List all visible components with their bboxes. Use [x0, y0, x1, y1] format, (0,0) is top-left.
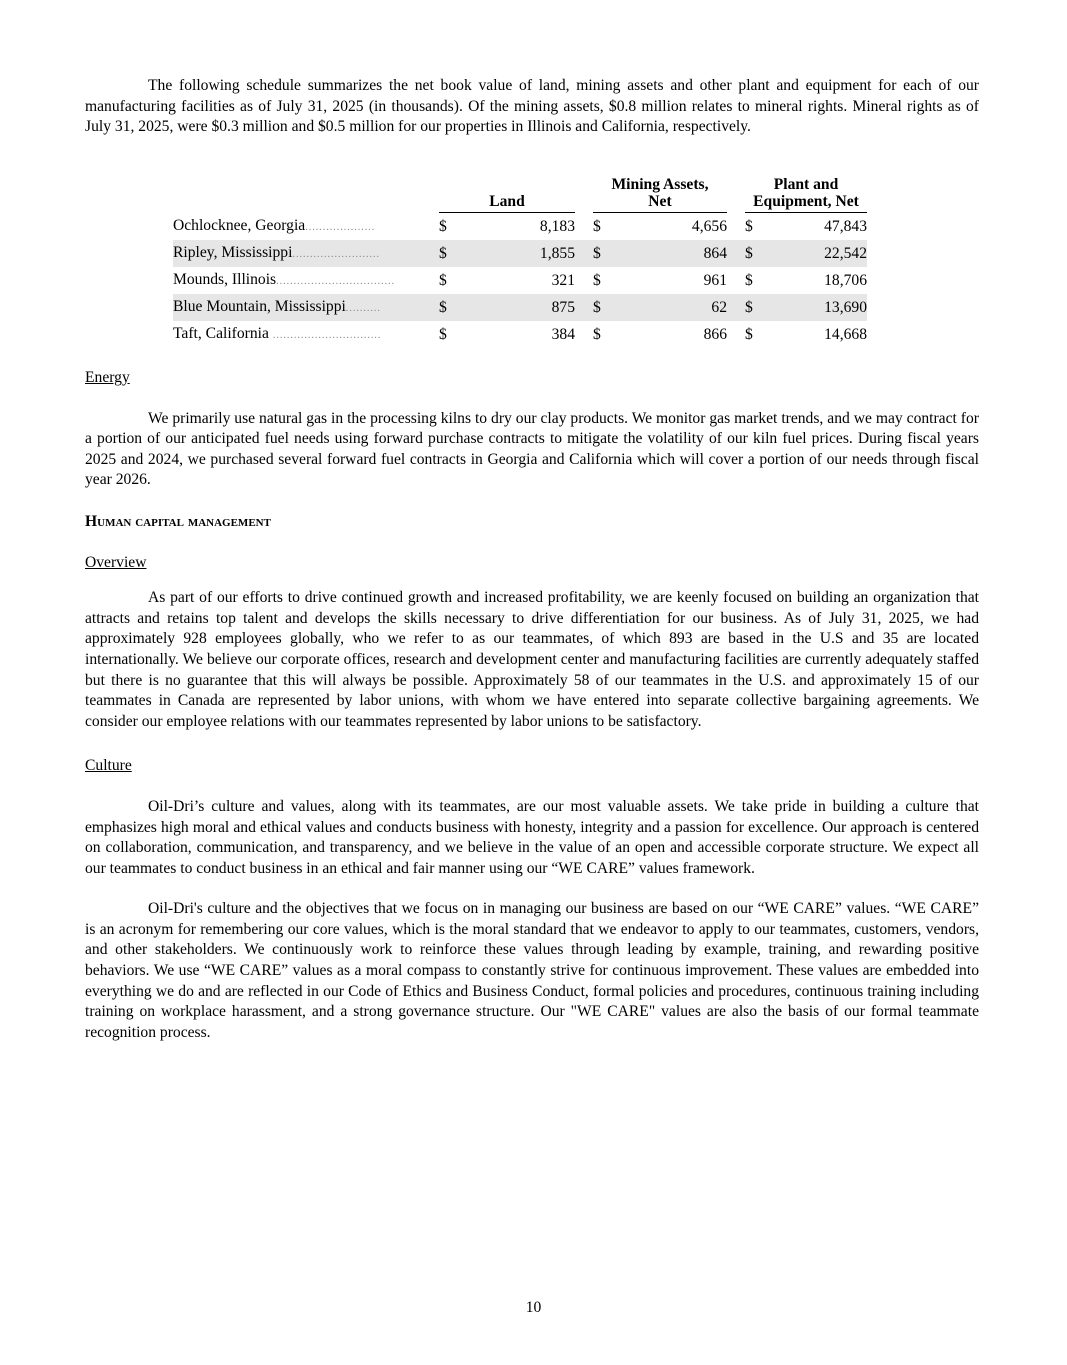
currency-symbol: $ [439, 325, 447, 343]
cell-mining: 62 [615, 294, 727, 321]
header-land: Land [439, 176, 575, 213]
cell-mining: 4,656 [691, 217, 727, 235]
cell-plant: 22,542 [767, 240, 867, 267]
currency-symbol: $ [745, 217, 753, 235]
culture-paragraph-2: Oil-Dri's culture and the objectives that we focus on in managing our business are based on our “WE CARE” values. “WE CARE” is an acronym for remembering our core values, which is the moral standard that we endeavor to apply to our teammates, customers, vendors, and other stakeholders. We continuously work to reinforce these values through leading by example, training, and rewarding positive behaviors. We use “WE CARE” values as a moral compass to constantly strive for continuous improvement. These values are embedded into everything we do and are reflected in our Code of Ethics and Business Conduct, formal policies and procedures, continuous training including training on workplace harassment, and a strong governance structure. Our "WE CARE" values are also the basis of our formal teammate recognition process. [85, 900, 979, 1041]
row-location: Ripley, Mississippi......................... [173, 240, 421, 267]
row-location: Blue Mountain, Mississippi.......... [173, 294, 421, 321]
page-number: 10 [525, 1299, 542, 1316]
facility-asset-schedule-table [173, 176, 867, 348]
overview-paragraph: As part of our efforts to drive continued growth and increased profitability, we are keenly focused on building an organization that attracts and retains top talent and develops the skills necessary to drive differentiation for our business. As of July 31, 2025, we had approximately 928 employees globally, who we refer to as our teammates, of which 893 are based in the U.S and 35 are located internationally. We believe our corporate offices, research and development center and manufacturing facilities are currently adequately staffed but there is no guarantee that this will always be possible. Approximately 58 of our teammates in the U.S. and approximately 15 of our teammates in Canada are represented by labor unions, with whom we have entered into separate collective bargaining agreements. We consider our employee relations with our teammates represented by labor unions to be satisfactory. [85, 589, 979, 730]
cell-land: 321 [551, 271, 575, 289]
currency-symbol: $ [439, 271, 447, 289]
cell-mining: 961 [703, 271, 727, 289]
currency-symbol: $ [593, 240, 615, 267]
cell-plant: 14,668 [824, 325, 867, 343]
cell-land: 8,183 [539, 217, 575, 235]
table-row [173, 321, 867, 348]
row-location: Ochlocknee, Georgia.................... [173, 216, 376, 234]
currency-symbol: $ [593, 325, 601, 343]
header-plant-equipment: Plant and Equipment, Net [745, 176, 867, 213]
cell-mining: 864 [615, 240, 727, 267]
currency-symbol: $ [439, 240, 461, 267]
cell-land: 875 [461, 294, 575, 321]
cell-land: 384 [551, 325, 575, 343]
energy-paragraph: We primarily use natural gas in the processing kilns to dry our clay products. We monitor gas market trends, and we may contract for a portion of our anticipated fuel needs using forward purchase contracts to mitigate the volatility of our kiln fuel prices. During fiscal years 2025 and 2024, we purchased several forward fuel contracts in Georgia and California which will cover a portion of our needs through fiscal year 2026. [85, 409, 979, 489]
currency-symbol: $ [439, 217, 447, 235]
table-row [173, 294, 867, 321]
row-location: Taft, California ............................... [173, 324, 382, 342]
row-location: Mounds, Illinois.................................. [173, 270, 396, 288]
document-page [85, 76, 979, 1041]
cell-plant: 47,843 [824, 217, 867, 235]
body-sections [85, 368, 979, 1043]
culture-paragraph-1: Oil-Dri’s culture and values, along with its teammates, are our most valuable assets. We take pride in building a culture that emphasizes high moral and ethical values and conducts business with honesty, integrity and a passion for excellence. Our approach is centered on collaboration, communication, and transparency, and we believe in the value of an open and accessible corporate structure. We expect all our teammates to conduct business in an ethical and fair manner using our “WE CARE” values framework. [85, 797, 979, 877]
overview-heading: Overview [85, 553, 147, 571]
human-capital-heading: Human capital management [85, 512, 271, 530]
cell-mining: 866 [703, 325, 727, 343]
currency-symbol: $ [593, 217, 601, 235]
cell-plant: 18,706 [824, 271, 867, 289]
table-row [173, 213, 867, 240]
currency-symbol: $ [593, 294, 615, 321]
currency-symbol: $ [745, 240, 767, 267]
table-row [173, 240, 867, 267]
currency-symbol: $ [593, 271, 601, 289]
intro-paragraph: The following schedule summarizes the net book value of land, mining assets and other plant and equipment for each of our manufacturing facilities as of July 31, 2025 (in thousands). Of the mining assets, $0.8 million relates to mineral rights. Mineral rights as of July 31, 2025, were $0.3 million and $0.5 million for our properties in Illinois and California, respectively. [85, 77, 979, 136]
header-mining-assets: Mining Assets, Net [593, 176, 727, 213]
currency-symbol: $ [745, 294, 767, 321]
table-header-row [173, 176, 867, 213]
cell-land: 1,855 [461, 240, 575, 267]
culture-heading: Culture [85, 757, 132, 775]
cell-plant: 13,690 [767, 294, 867, 321]
currency-symbol: $ [745, 271, 753, 289]
currency-symbol: $ [745, 325, 753, 343]
energy-heading: Energy [85, 369, 130, 386]
table-row [173, 267, 867, 294]
currency-symbol: $ [439, 294, 461, 321]
